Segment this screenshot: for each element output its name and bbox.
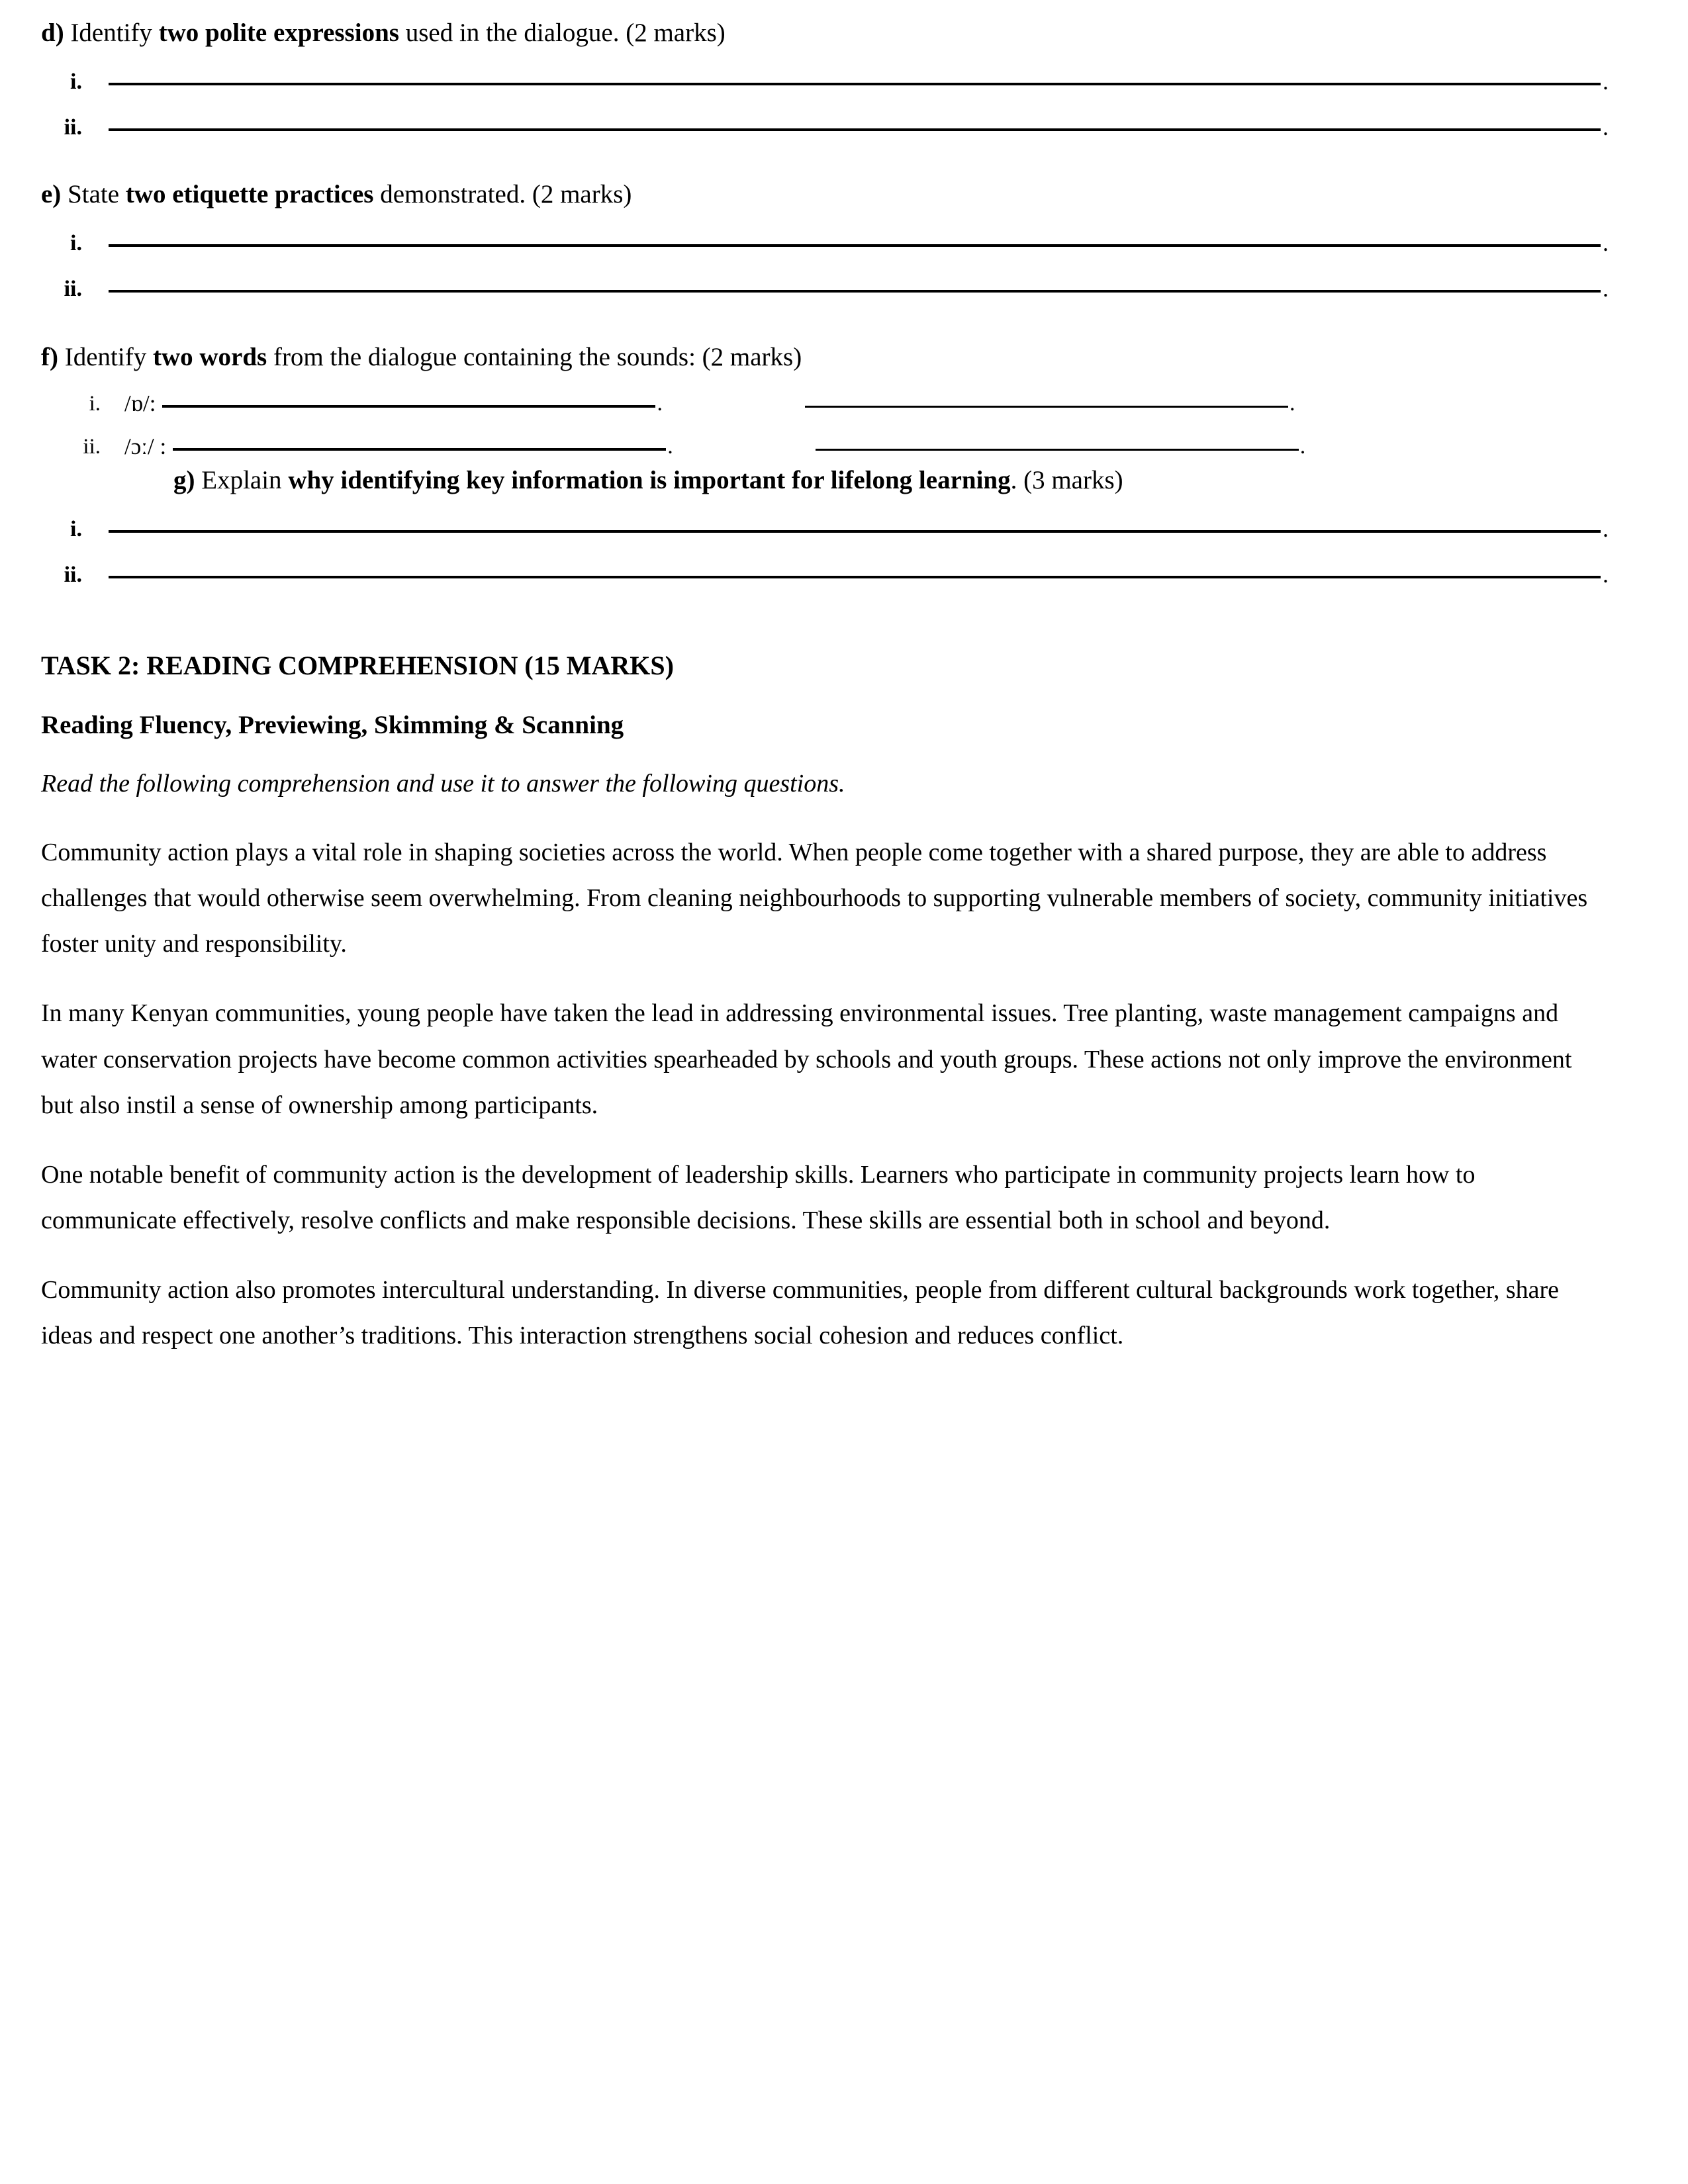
task2-title: TASK 2: READING COMPREHENSION (15 MARKS): [41, 651, 674, 680]
phonetic-row[interactable]: [41, 392, 1609, 415]
phonetic-trailing-period: .: [667, 434, 673, 459]
question-e-letter: e): [41, 179, 62, 208]
question-e-answers: [41, 231, 1609, 300]
question-e-heading: [41, 179, 1609, 211]
task2-instruction: Read the following comprehension and use it to answer the following questions.: [41, 770, 845, 797]
phonetic-numeral: ii.: [83, 435, 101, 459]
phonetic-answer-line-second[interactable]: [816, 449, 1299, 451]
comprehension-paragraph: One notable benefit of community action is the development of leadership skills. Learners who participate in community projects learn how to communicate effectively, resolve conflicts and make responsible decisions. These skills are essential both in school and beyond.: [41, 1160, 1476, 1235]
phonetic-symbol: /ɒ/:: [124, 390, 156, 417]
question-g-letter: g): [173, 466, 195, 495]
answer-row[interactable]: [41, 277, 1609, 300]
answer-row[interactable]: [41, 517, 1609, 541]
phonetic-trailing-period: .: [1299, 434, 1306, 459]
question-g-emphasis: why identifying key information is important for lifelong learning: [288, 466, 1011, 495]
answer-trailing-period: .: [1603, 113, 1609, 140]
phonetic-row[interactable]: [41, 435, 1609, 458]
comprehension-paragraph: Community action plays a vital role in shaping societies across the world. When people come together with a shared purpose, they are able to address challenges that would otherwise seem overwhelming. From cleaning neighbourhoods to supporting vulnerable members of society, community initiatives foster unity and responsibility.: [41, 839, 1588, 958]
question-e-emphasis: two etiquette practices: [125, 179, 374, 208]
comprehension-paragraph: In many Kenyan communities, young people have taken the lead in addressing environmental issues. Tree planting, waste management campaigns and water conservation projects have become common activities spearheaded by schools and youth groups. These actions not only improve the environment but also instil a sense of ownership among participants.: [41, 999, 1572, 1119]
phonetic-trailing-period: .: [657, 391, 663, 416]
answer-line[interactable]: [109, 576, 1601, 578]
task2-subheading: Reading Fluency, Previewing, Skimming & Scanning: [41, 711, 624, 739]
answer-row[interactable]: [41, 115, 1609, 139]
answer-numeral: ii.: [64, 114, 82, 140]
question-f-text-before: Identify: [58, 342, 153, 371]
question-d-answers: [41, 69, 1609, 139]
phonetic-trailing-period: .: [1289, 391, 1295, 416]
question-f-text-after: from the dialogue containing the sounds: (2 marks): [267, 342, 802, 371]
answer-numeral: ii.: [64, 563, 82, 587]
question-g-text-after: . (3 marks): [1010, 466, 1123, 495]
phonetic-numeral: i.: [89, 392, 101, 416]
answer-trailing-period: .: [1603, 275, 1609, 302]
answer-trailing-period: .: [1603, 561, 1609, 588]
answer-trailing-period: .: [1603, 68, 1609, 95]
phonetic-answer-line-first[interactable]: [173, 448, 666, 451]
answer-row[interactable]: [41, 69, 1609, 93]
question-f-emphasis: two words: [152, 342, 267, 371]
answer-numeral: ii.: [64, 276, 82, 301]
question-f-sound-rows: [41, 392, 1609, 458]
question-d-heading: [41, 17, 1609, 50]
question-f-heading: [41, 341, 1609, 374]
question-g-answers: [41, 517, 1609, 586]
question-e-text-after: demonstrated. (2 marks): [373, 179, 632, 208]
answer-numeral: i.: [70, 230, 82, 255]
answer-row[interactable]: [41, 231, 1609, 255]
comprehension-paragraph: Community action also promotes intercultural understanding. In diverse communities, people from different cultural backgrounds work together, share ideas and respect one another’s traditions. This interaction strengthens social cohesion and reduces conflict.: [41, 1276, 1560, 1350]
question-g-heading: [41, 465, 1609, 497]
answer-line[interactable]: [109, 128, 1601, 131]
answer-line[interactable]: [109, 83, 1601, 85]
phonetic-symbol: /ɔː/ :: [124, 433, 167, 460]
phonetic-answer-line-first[interactable]: [162, 405, 655, 408]
answer-line[interactable]: [109, 290, 1601, 293]
answer-line[interactable]: [109, 244, 1601, 247]
question-d-text-after: used in the dialogue. (2 marks): [399, 19, 726, 47]
answer-numeral: i.: [70, 69, 82, 94]
question-f-letter: f): [41, 342, 58, 371]
question-d-emphasis: two polite expressions: [158, 19, 399, 47]
question-g-text-before: Explain: [195, 466, 289, 495]
answer-trailing-period: .: [1603, 516, 1609, 542]
question-d-text-before: Identify: [64, 19, 159, 47]
question-d-letter: d): [41, 19, 64, 47]
answer-line[interactable]: [109, 530, 1601, 533]
answer-row[interactable]: [41, 563, 1609, 586]
question-e-text-before: State: [61, 179, 126, 208]
phonetic-answer-line-second[interactable]: [805, 406, 1288, 408]
answer-numeral: i.: [70, 517, 82, 541]
answer-trailing-period: .: [1603, 229, 1609, 256]
